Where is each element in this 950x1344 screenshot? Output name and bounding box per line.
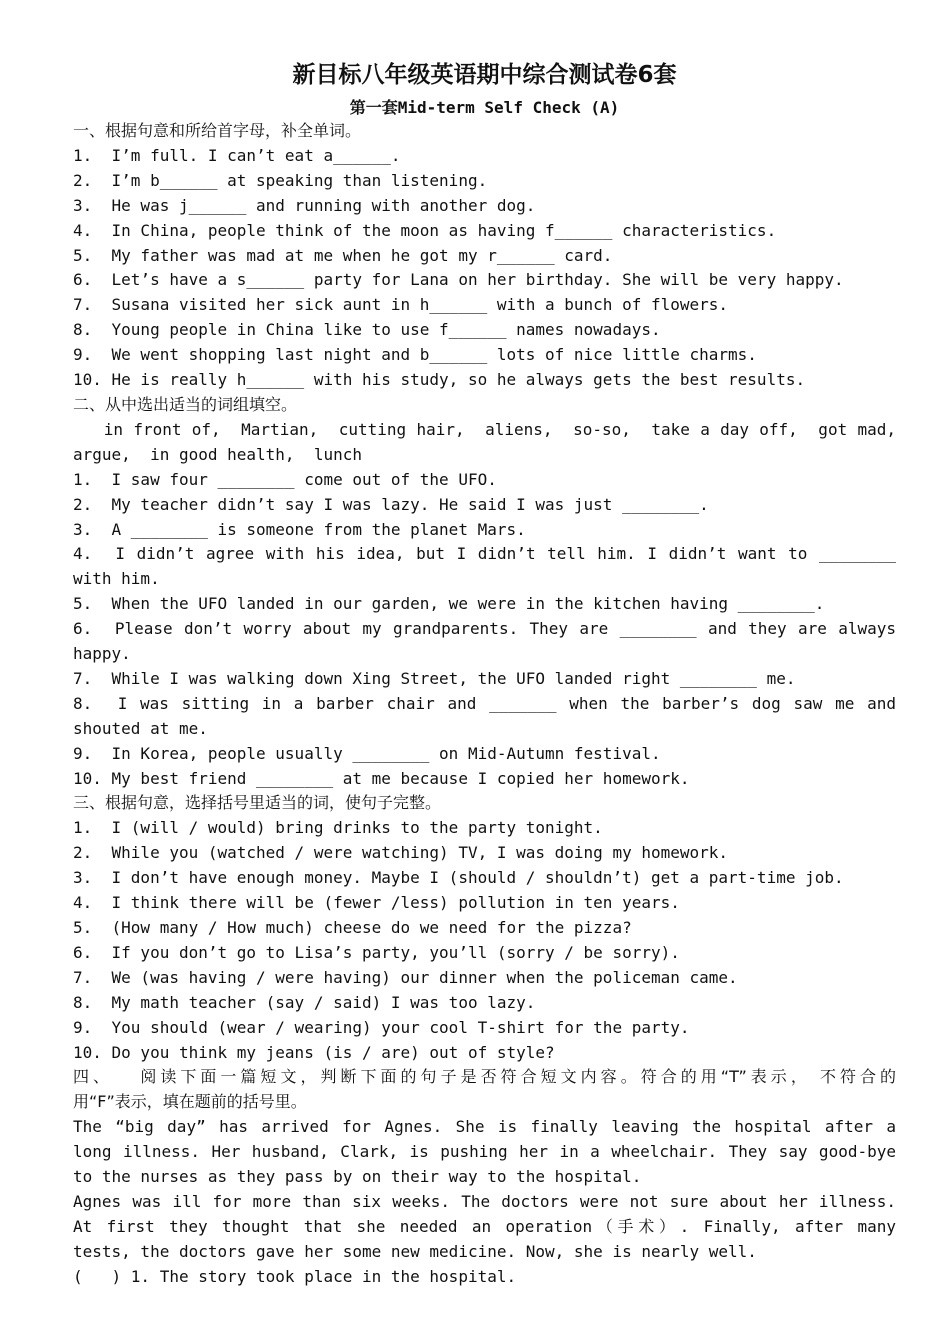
text-line: 8. Young people in China like to use f______ names nowadays. bbox=[73, 320, 661, 340]
text-line: tests, the doctors gave her some new medicine. Now, she is nearly well. bbox=[73, 1241, 757, 1261]
text-line: 3. A ________ is someone from the planet Mars. bbox=[73, 519, 526, 539]
text-line: 1. I saw four ________ come out of the UFO. bbox=[73, 469, 497, 489]
text-line: 3. I don’t have enough money. Maybe I (should / shouldn’t) get a part-time job. bbox=[73, 868, 844, 888]
text-line: Agnes was ill for more than six weeks. The doctors were not sure about her illness. bbox=[73, 1191, 896, 1211]
text-line: 6. Please don’t worry about my grandparents. They are ________ and they are always bbox=[73, 619, 896, 639]
text-line: 7. While I was walking down Xing Street, the UFO landed right ________ me. bbox=[73, 668, 796, 688]
text-line: 5. (How many / How much) cheese do we need for the pizza? bbox=[73, 918, 632, 937]
section-heading: 一、根据句意和所给首字母，补全单词。 bbox=[73, 121, 362, 140]
text-line: ( ) 1. The story took place in the hospital. bbox=[73, 1266, 517, 1286]
text-line: 10. My best friend ________ at me because I copied her homework. bbox=[73, 768, 690, 788]
text-line: happy. bbox=[73, 644, 131, 664]
text-line: 6. If you don’t go to Lisa’s party, you’ll (sorry / be sorry). bbox=[73, 942, 680, 962]
text-line: 7. We (was having / were having) our dinner when the policeman came. bbox=[73, 967, 738, 987]
text-line: 3. He was j______ and running with another dog. bbox=[73, 195, 536, 215]
text-line: argue, in good health, lunch bbox=[73, 444, 362, 464]
text-line: At first they thought that she needed an operation（手术）. Finally, after many bbox=[73, 1216, 896, 1236]
text-line: 5. My father was mad at me when he got my r______ card. bbox=[73, 245, 613, 265]
text-line: 4. In China, people think of the moon as having f______ characteristics. bbox=[73, 220, 777, 240]
text-line: 7. Susana visited her sick aunt in h______ with a bunch of flowers. bbox=[73, 295, 729, 315]
document-title: 新目标八年级英语期中综合测试卷6套 bbox=[292, 62, 677, 88]
text-line: in front of, Martian, cutting hair, aliens, so-so, take a day off, got mad, bbox=[73, 419, 896, 439]
document-subtitle: 第一套Mid-term Self Check (A) bbox=[349, 98, 620, 117]
text-line: 9. We went shopping last night and b______ lots of nice little charms. bbox=[73, 345, 757, 365]
document-body bbox=[73, 119, 896, 1290]
text-line: to the nurses as they pass by on their way to the hospital. bbox=[73, 1167, 642, 1187]
text-line: 9. You should (wear / wearing) your cool T-shirt for the party. bbox=[73, 1017, 690, 1037]
text-line: with him. bbox=[73, 569, 160, 589]
text-line: long illness. Her husband, Clark, is pushing her in a wheelchair. They say good-bye bbox=[73, 1142, 896, 1162]
text-line: 2. While you (watched / were watching) TV, I was doing my homework. bbox=[73, 843, 729, 863]
text-line: 8. My math teacher (say / said) I was too lazy. bbox=[73, 992, 536, 1012]
text-line: 5. When the UFO landed in our garden, we were in the kitchen having ________. bbox=[73, 594, 825, 614]
text-line: The “big day” has arrived for Agnes. She is finally leaving the hospital after a bbox=[73, 1117, 896, 1137]
section-heading: 四、 阅读下面一篇短文，判断下面的句子是否符合短文内容。符合的用“T”表示， 不符合的 bbox=[73, 1067, 896, 1087]
text-line: 10. He is really h______ with his study, so he always gets the best results. bbox=[73, 370, 806, 390]
text-line: 8. I was sitting in a barber chair and _______ when the barber’s dog saw me and bbox=[73, 693, 896, 713]
text-line: 9. In Korea, people usually ________ on Mid-Autumn festival. bbox=[73, 743, 661, 763]
text-line: 1. I’m full. I can’t eat a______. bbox=[73, 145, 401, 165]
text-line: 6. Let’s have a s______ party for Lana on her birthday. She will be very happy. bbox=[73, 270, 844, 290]
section-heading: 用“F”表示，填在题前的括号里。 bbox=[73, 1092, 307, 1112]
text-line: 4. I didn’t agree with his idea, but I didn’t tell him. I didn’t want to ________ bbox=[73, 544, 896, 564]
text-line: 2. I’m b______ at speaking than listening. bbox=[73, 170, 488, 190]
text-line: 2. My teacher didn’t say I was lazy. He said I was just ________. bbox=[73, 494, 709, 514]
text-line: 10. Do you think my jeans (is / are) out of style? bbox=[73, 1042, 555, 1062]
text-line: 4. I think there will be (fewer /less) pollution in ten years. bbox=[73, 893, 680, 913]
section-heading: 二、从中选出适当的词组填空。 bbox=[73, 394, 298, 414]
text-line: shouted at me. bbox=[73, 718, 208, 738]
text-line: 1. I (will / would) bring drinks to the party tonight. bbox=[73, 818, 603, 838]
section-heading: 三、根据句意，选择括号里适当的词，使句子完整。 bbox=[73, 793, 442, 813]
